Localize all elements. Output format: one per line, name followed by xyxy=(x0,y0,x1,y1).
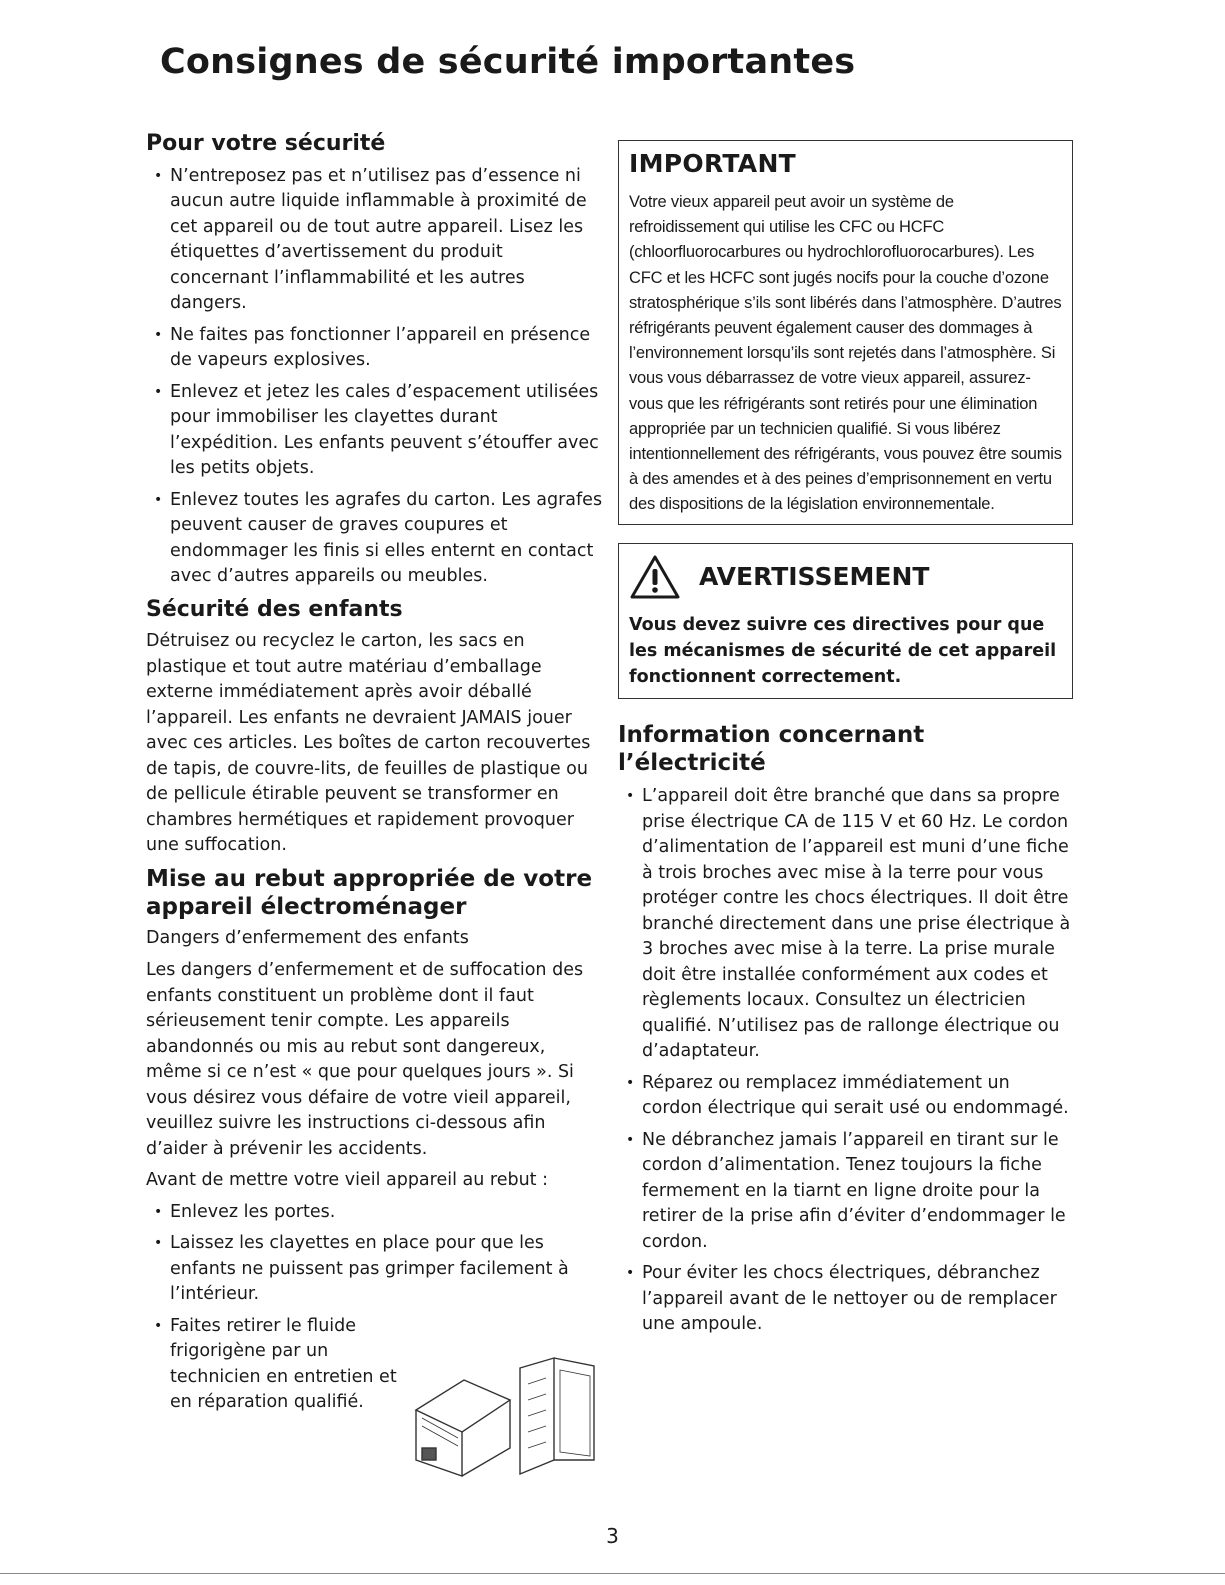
list-item: • Pour éviter les chocs électriques, débranchez l’appareil avant de le nettoyer ou de remplacer une ampoule. xyxy=(618,1261,1073,1338)
warning-header xyxy=(629,554,1062,600)
list-item: • L’appareil doit être branché que dans sa propre prise électrique CA de 115 V et 60 Hz. Le cordon d’alimentation de l’appareil est muni d’une fiche à trois broches avec mise à la terre pour vous protéger contre les chocs électriques. Il doit être branché directement dans une prise électrique à 3 broches avec mise à la terre. La prise murale doit être installée conformément aux codes et règlements locaux. Consultez un électricien qualifié. N’utilisez pas de rallonge électrique ou d’adaptateur. xyxy=(618,784,1073,1065)
disposal-subheading: Dangers d’enfermement des enfants xyxy=(146,928,469,948)
disposal-text: Les dangers d’enfermement et de suffocation des enfants constituent un problème dont il faut sérieusement tenir compte. Les appareils abandonnés ou mis au rebut sont dangereux, même si ce n’est « que pour quelques jours ». Si vous désirez vous défaire de votre vieil appareil, veuillez suivre les instructions ci-dessous afin d’aider à prévenir les accidents. xyxy=(146,960,584,1159)
disposal-heading: Mise au rebut appropriée de votre appareil électroménager xyxy=(146,865,593,921)
important-text: Votre vieux appareil peut avoir un système de refroidissement qui utilise les CFC ou HCFC (chloorfluorocarbures ou hydrochlorofluorocarbures). Les CFC et les HCFC sont jugés nocifs pour la couche d’ozone stratosphérique s’ils sont libérés dans l’atmosphère. D’autres réfrigérants peuvent également causer des dommages à l’environnement lorsqu’ils sont rejetés dans l’atmosphère. Si vous vous débarrassez de votre vieux appareil, assurez-vous que les réfrigérants sont retirés pour une élimination appropriée par un technicien qualifié. Si vous libérez intentionnellement des réfrigérants, vous pouvez être soumis à des amendes et à des peines d’emprisonnement en vertu des dispositions de la législation environnementale. xyxy=(629,193,1062,514)
children-safety-heading: Sécurité des enfants xyxy=(146,596,403,622)
page-title: Consignes de sécurité importantes xyxy=(160,42,856,82)
chest-freezer-and-upright-freezer-illustration xyxy=(404,1348,600,1478)
list-item: • Laissez les clayettes en place pour que les enfants ne puissent pas grimper facilement à l’intérieur. xyxy=(146,1231,606,1308)
electrical-heading: Information concernant l’électricité xyxy=(618,721,925,777)
left-column xyxy=(146,130,606,1422)
safety-list xyxy=(146,164,606,590)
list-item: • Réparez ou remplacez immédiatement un cordon électrique qui serait usé ou endommagé. xyxy=(618,1071,1073,1122)
right-column xyxy=(618,140,1073,1344)
list-item: • Enlevez toutes les agrafes du carton. Les agrafes peuvent causer de graves coupures et endommager les finis si elles enternt en contact avec d’autres appareils ou meubles. xyxy=(146,488,606,590)
warning-box xyxy=(618,543,1073,699)
list-item: • Enlevez les portes. xyxy=(146,1200,606,1226)
warning-triangle-icon xyxy=(629,554,681,600)
bottom-rule xyxy=(0,1573,1225,1574)
children-safety-text: Détruisez ou recyclez le carton, les sacs en plastique et tout autre matériau d’emballage externe immédiatement après avoir déballé l’appareil. Les enfants ne devraient JAMAIS jouer avec ces articles. Les boîtes de carton recouvertes de tapis, de couvre-lits, de feuilles de plastique ou de pellicule étirable peuvent se transformer en chambres hermétiques et rapidement provoquer une suffocation. xyxy=(146,631,591,855)
list-item: • Faites retirer le fluide frigorigène par un technicien en entretien et en réparation qualifié. xyxy=(146,1314,408,1416)
important-box xyxy=(618,140,1073,525)
disposal-intro: Avant de mettre votre vieil appareil au rebut : xyxy=(146,1170,548,1190)
warning-text: Vous devez suivre ces directives pour que les mécanismes de sécurité de cet appareil fonctionnent correctement. xyxy=(629,614,1057,687)
page-number: 3 xyxy=(606,1524,619,1548)
warning-title: AVERTISSEMENT xyxy=(699,562,930,592)
list-item: • Enlevez et jetez les cales d’espacement utilisées pour immobiliser les clayettes durant l’expédition. Les enfants peuvent s’étouffer avec les petits objets. xyxy=(146,380,606,482)
safety-heading: Pour votre sécurité xyxy=(146,131,386,156)
electrical-list xyxy=(618,784,1073,1338)
list-item: • Ne faites pas fonctionner l’appareil en présence de vapeurs explosives. xyxy=(146,323,606,374)
important-title: IMPORTANT xyxy=(629,149,797,178)
list-item: • Ne débranchez jamais l’appareil en tirant sur le cordon d’alimentation. Tenez toujours la fiche fermement en la tiarnt en ligne droite pour la retirer de la prise afin d’éviter d’endommager le cordon. xyxy=(618,1128,1073,1256)
list-item: • N’entreposez pas et n’utilisez pas d’essence ni aucun autre liquide inflammable à proximité de cet appareil ou de tout autre appareil. Lisez les étiquettes d’avertissement du produit concernant l’inflammabilité et les autres dangers. xyxy=(146,164,606,317)
